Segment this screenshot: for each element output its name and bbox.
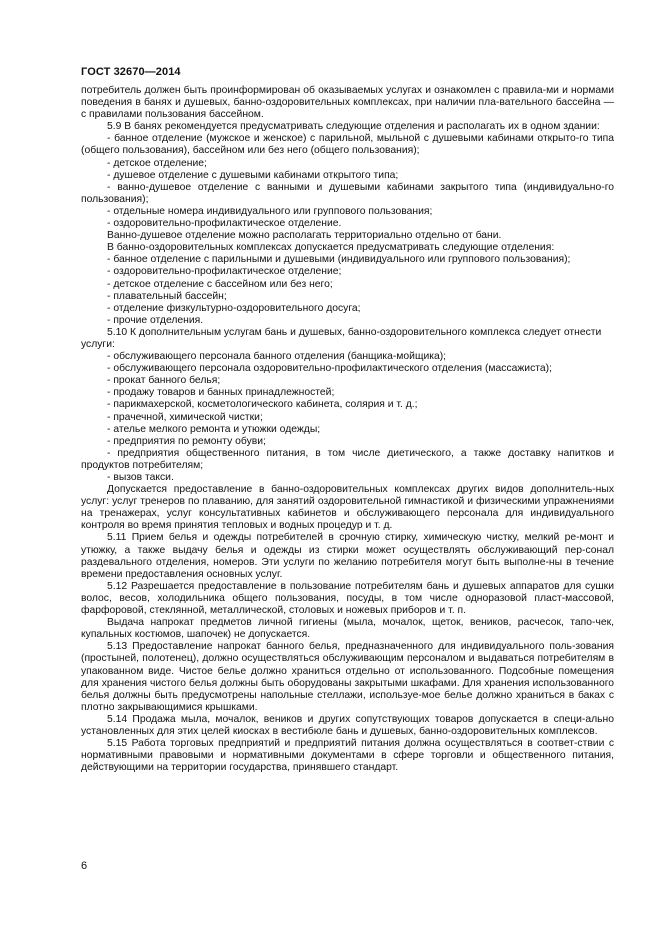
paragraph: - детское отделение с бассейном или без него; xyxy=(107,278,333,290)
paragraph: - плавательный бассейн; xyxy=(107,290,227,302)
paragraph: 5.14 Продажа мыла, мочалок, веников и других сопутствующих товаров допускается в специ-ально установленных для этих целей киосках в вестибюле бань и душевых, банно-оздоровительных комплексов. xyxy=(81,713,614,737)
document-code-header: ГОСТ 32670—2014 xyxy=(81,66,181,78)
paragraph: 5.11 Прием белья и одежды потребителей в срочную стирку, химическую чистку, мелкий ре-монт и утюжку, а также выдачу белья и одежды из стирки может осуществлять обслуживающий пер-сонал раздевального отделения, номеров. Эти услуги по желанию потребителя могут быть выполне-ны в течение времени предоставления основных услуг. xyxy=(81,532,614,580)
page-number: 6 xyxy=(81,860,88,872)
paragraph: Допускается предоставление в банно-оздоровительных комплексах других видов дополнитель-ных услуг: услуг тренеров по плаванию, для занятий оздоровительной гимнастикой и физическими упражнениями на тренажерах, услуг консультативных кабинетов и обслуживающего персонала для индивидуального контроля во время принятия тепловых и водных процедур и т. д. xyxy=(81,484,614,532)
paragraph: 5.13 Предоставление напрокат банного белья, предназначенного для индивидуального поль-зования (простыней, полотенец), должно осуществляться обслуживающим персоналом и выдаваться потребителям в упакованном виде. Чистое белье должно храниться отдельно от использованного. Подсобные помещения для хранения чистого белья должны быть оборудованы закрытыми шкафами. Для хранения использованного белья должны быть предусмотрены напольные стеллажи, используе-мое белье должно храниться в баках с плотно закрывающимися крышками. xyxy=(81,641,614,713)
paragraph: - прокат банного белья; xyxy=(107,375,221,387)
paragraph: - отдельные номера индивидуального или группового пользования; xyxy=(107,205,433,217)
paragraph: - ванно-душевое отделение с ванными и душевыми кабинами закрытого типа (индивидуально-го пользования); xyxy=(81,181,614,205)
paragraph: В банно-оздоровительных комплексах допускается предусматривать следующие отделения: xyxy=(107,242,555,254)
paragraph: - банное отделение с парильными и душевыми (индивидуального или группового пользования); xyxy=(107,254,571,266)
paragraph: 5.9 В банях рекомендуется предусматривать следующие отделения и располагать их в одном здании: xyxy=(107,121,600,133)
paragraph: - парикмахерской, косметологического кабинета, солярия и т. д.; xyxy=(107,399,418,411)
paragraph: потребитель должен быть проинформирован об оказываемых услугах и ознакомлен с правила-ми и нормами поведения в банях и душевых, банно-оздоровительных комплексах, при наличии пла-вательного бассейна — с правилами пользования бассейном. xyxy=(81,85,614,121)
paragraph: - оздоровительно-профилактическое отделение; xyxy=(107,266,342,278)
paragraph: - прачечной, химической чистки; xyxy=(107,411,263,423)
paragraph: - обслуживающего персонала банного отделения (банщика-мойщика); xyxy=(107,351,447,363)
paragraph: - оздоровительно-профилактическое отделение. xyxy=(107,218,342,230)
paragraph: - обслуживающего персонала оздоровительно-профилактического отделения (массажиста); xyxy=(107,363,552,375)
paragraph: - продажу товаров и банных принадлежностей; xyxy=(107,387,335,399)
paragraph: - ателье мелкого ремонта и утюжки одежды; xyxy=(107,423,321,435)
paragraph: - детское отделение; xyxy=(107,157,207,169)
paragraph: - предприятия по ремонту обуви; xyxy=(107,435,266,447)
paragraph: - предприятия общественного питания, в том числе диетического, а также доставку напитков и продуктов потребителям; xyxy=(81,447,614,471)
paragraph: - душевое отделение с душевыми кабинами открытого типа; xyxy=(107,169,399,181)
paragraph: 5.10 К дополнительным услугам бань и душевых, банно-оздоровительного комплекса следует отнести услуги: xyxy=(81,326,602,350)
paragraph: 5.15 Работа торговых предприятий и предприятий питания должна осуществляться в соответ-ствии с нормативными правовыми и нормативными документами в сфере торговли и общественного питания, действующими на территории государства, принявшего стандарт. xyxy=(81,738,614,774)
paragraph: - прочие отделения. xyxy=(107,314,204,326)
paragraph: Ванно-душевое отделение можно располагать территориально отдельно от бани. xyxy=(107,230,502,242)
paragraph: - отделение физкультурно-оздоровительного досуга; xyxy=(107,302,361,314)
paragraph: Выдача напрокат предметов личной гигиены (мыла, мочалок, щеток, веников, расчесок, тапо-чек, купальных костюмов, шапочек) не допускается. xyxy=(81,617,614,641)
document-body xyxy=(81,85,614,774)
paragraph: - вызов такси. xyxy=(107,472,174,483)
paragraph: - банное отделение (мужское и женское) с парильной, мыльной с душевыми кабинами открыто-го типа (общего пользования), бассейном или без него (общего пользования); xyxy=(81,133,614,157)
paragraph: 5.12 Разрешается предоставление в пользование потребителям бань и душевых аппаратов для сушки волос, весов, холодильника общего пользования, посуды, в том числе одноразовой пласт-массовой, фарфоровой, стеклянной, металлической, столовых и ножевых приборов и т. п. xyxy=(81,580,614,617)
